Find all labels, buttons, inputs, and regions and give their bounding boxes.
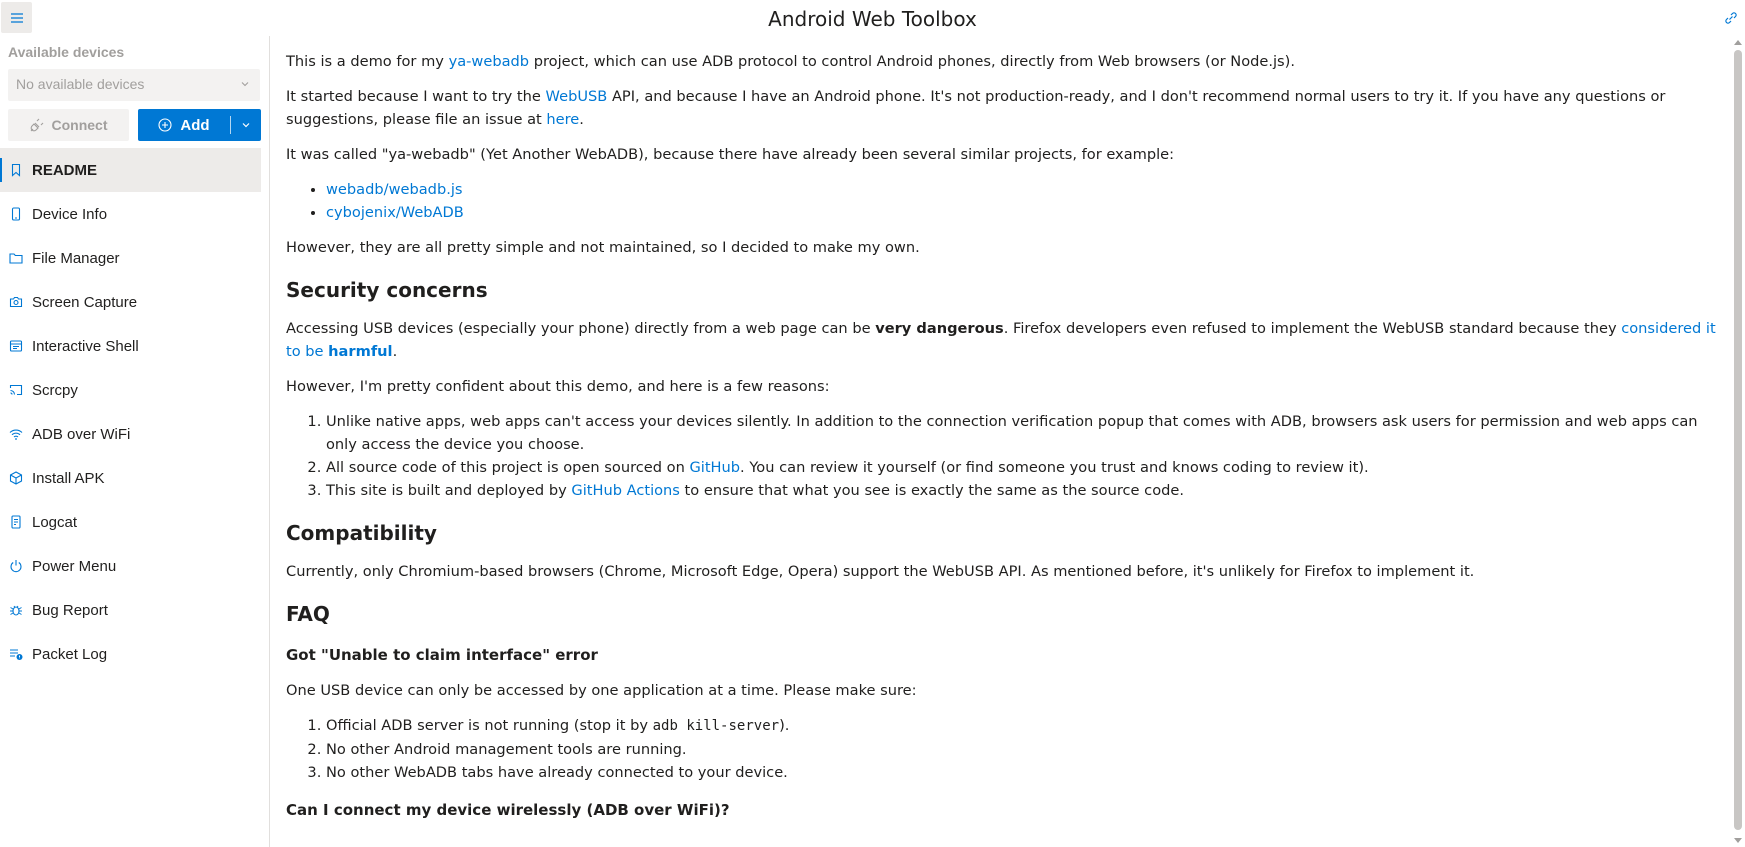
- link-bold-text: harmful: [328, 343, 393, 360]
- text: to ensure that what you see is exactly the same as the source code.: [679, 482, 1184, 499]
- reasons-list: [326, 410, 1717, 502]
- text: Official ADB server is not running (stop it by: [326, 717, 653, 734]
- log-icon: [9, 515, 23, 529]
- text: This is a demo for my: [286, 53, 449, 70]
- sidebar-item-scrcpy[interactable]: [0, 368, 269, 412]
- bold-text: very dangerous: [875, 320, 1004, 337]
- terminal-icon: [9, 339, 23, 353]
- sidebar-item-readme[interactable]: [0, 148, 261, 192]
- content-scrollbar[interactable]: [1731, 36, 1745, 847]
- compatibility-heading: Compatibility: [286, 521, 437, 545]
- sidebar-item-label: Interactive Shell: [32, 337, 139, 355]
- text: This site is built and deployed by: [326, 482, 572, 499]
- sidebar-item-adb-over-wifi[interactable]: [0, 412, 269, 456]
- text: .: [579, 111, 584, 128]
- sidebar-item-label: README: [32, 161, 98, 179]
- text: Accessing USB devices (especially your phone) directly from a web page can be: [286, 320, 876, 337]
- sidebar-item-label: Install APK: [32, 469, 105, 487]
- cybojenix-webadb-link[interactable]: cybojenix/WebADB: [326, 204, 464, 221]
- issue-here-link[interactable]: here: [546, 111, 580, 128]
- add-dropdown-button[interactable]: [231, 109, 261, 141]
- wifi-icon: [9, 427, 23, 441]
- phone-icon: [9, 207, 23, 221]
- sidebar-item-file-manager[interactable]: [0, 236, 269, 280]
- sidebar-item-label: Packet Log: [32, 645, 108, 663]
- add-device-button[interactable]: [138, 109, 261, 141]
- sidebar-item-screen-capture[interactable]: [0, 280, 269, 324]
- webadb-js-link[interactable]: webadb/webadb.js: [326, 181, 463, 198]
- sidebar: [0, 36, 270, 847]
- text: API, and because I have an Android phone. It's not production-ready, and I don't recommend normal users to try it. If you have any questions or suggestions, please file an issue at: [286, 88, 1666, 128]
- add-label: Add: [180, 116, 210, 134]
- cast-icon: [9, 383, 23, 397]
- text: .: [392, 343, 398, 360]
- plug-icon: [30, 118, 44, 132]
- package-icon: [9, 471, 23, 485]
- list-item: [326, 178, 1717, 201]
- sidebar-item-interactive-shell[interactable]: [0, 324, 269, 368]
- faq-checklist: [326, 714, 1717, 784]
- sidebar-item-label: File Manager: [32, 249, 120, 267]
- code-snippet: adb kill-server: [652, 718, 780, 734]
- similar-projects-list: [326, 178, 1717, 224]
- security-paragraph: [286, 317, 1717, 363]
- security-heading: Security concerns: [286, 278, 488, 302]
- sidebar-nav: [0, 148, 269, 676]
- scroll-up-arrow-icon[interactable]: [1734, 40, 1742, 45]
- scroll-down-arrow-icon[interactable]: [1734, 838, 1742, 843]
- sidebar-item-install-apk[interactable]: [0, 456, 269, 500]
- ya-webadb-link[interactable]: ya-webadb: [448, 53, 530, 70]
- device-select-value: No available devices: [16, 76, 145, 92]
- list-item: 1. Unlike native apps, web apps can't access your devices silently. In addition to the connection verification popup that comes with ADB, browsers ask users for permission and web apps can only access the device you choose.: [326, 410, 1717, 456]
- list-item: [326, 479, 1717, 502]
- sidebar-item-power-menu[interactable]: [0, 544, 269, 588]
- readme-name-paragraph: It was called "ya-webadb" (Yet Another WebADB), because there have already been several similar projects, for example:: [286, 146, 1175, 163]
- app-title: Android Web Toolbox: [768, 7, 977, 31]
- sidebar-item-packet-log[interactable]: [0, 632, 269, 676]
- text: ).: [779, 717, 790, 734]
- readme-content: [271, 36, 1731, 847]
- app-header: [0, 0, 1745, 36]
- link-text: considered it to be: [286, 320, 1716, 360]
- sidebar-item-label: ADB over WiFi: [32, 425, 131, 443]
- faq-wireless-heading: Can I connect my device wirelessly (ADB over WiFi)?: [286, 801, 730, 819]
- faq-claim-interface-heading: Got "Unable to claim interface" error: [286, 646, 598, 664]
- sidebar-item-label: Device Info: [32, 205, 108, 223]
- device-select[interactable]: [8, 69, 260, 101]
- text: . Firefox developers even refused to implement the WebUSB standard because they: [1003, 320, 1622, 337]
- available-devices-label: Available devices: [8, 44, 125, 60]
- list-item: 2. No other Android management tools are running.: [326, 738, 1717, 761]
- sidebar-item-logcat[interactable]: [0, 500, 269, 544]
- text: . You can review it yourself (or find someone you trust and knows coding to review it).: [740, 459, 1369, 476]
- faq-heading: FAQ: [286, 602, 330, 626]
- list-item: [326, 714, 1717, 738]
- add-circle-icon: [158, 118, 172, 132]
- sidebar-item-device-info[interactable]: [0, 192, 269, 236]
- list-item: [326, 201, 1717, 224]
- webusb-link[interactable]: WebUSB: [545, 88, 608, 105]
- chevron-down-icon: [240, 79, 250, 89]
- list-item: [326, 456, 1717, 479]
- sidebar-item-label: Power Menu: [32, 557, 117, 575]
- sidebar-item-label: Logcat: [32, 513, 78, 531]
- camera-icon: [9, 295, 23, 309]
- power-icon: [9, 559, 23, 573]
- folder-icon: [9, 251, 23, 265]
- reasons-intro-paragraph: However, I'm pretty confident about this demo, and here is a few reasons:: [286, 378, 830, 395]
- sidebar-item-label: Bug Report: [32, 601, 108, 619]
- bookmark-icon: [9, 163, 23, 177]
- scrollbar-thumb[interactable]: [1734, 50, 1742, 830]
- readme-motivation-paragraph: However, they are all pretty simple and not maintained, so I decided to make my own.: [286, 239, 920, 256]
- sidebar-item-label: Screen Capture: [32, 293, 138, 311]
- bug-icon: [9, 603, 23, 617]
- readme-origin-paragraph: [286, 85, 1717, 131]
- text: It started because I want to try the: [286, 88, 546, 105]
- packet-log-icon: [9, 647, 23, 661]
- github-link[interactable]: GitHub: [689, 459, 741, 476]
- add-main-button[interactable]: [138, 109, 230, 141]
- chevron-down-icon: [241, 120, 251, 130]
- faq-claim-interface-paragraph: One USB device can only be accessed by one application at a time. Please make sure:: [286, 682, 917, 699]
- connect-button[interactable]: [8, 109, 129, 141]
- readme-intro-paragraph: [286, 50, 1717, 73]
- sidebar-item-bug-report[interactable]: [0, 588, 269, 632]
- text: All source code of this project is open sourced on: [326, 459, 690, 476]
- list-item: 3. No other WebADB tabs have already connected to your device.: [326, 761, 1717, 784]
- github-actions-link[interactable]: GitHub Actions: [571, 482, 680, 499]
- compatibility-paragraph: Currently, only Chromium-based browsers (Chrome, Microsoft Edge, Opera) support the WebUSB API. As mentioned before, it's unlikely for Firefox to implement it.: [286, 563, 1475, 580]
- connect-label: Connect: [51, 117, 108, 133]
- text: project, which can use ADB protocol to control Android phones, directly from Web browsers (or Node.js).: [529, 53, 1295, 70]
- link-icon[interactable]: [1723, 10, 1739, 26]
- sidebar-item-label: Scrcpy: [32, 381, 78, 399]
